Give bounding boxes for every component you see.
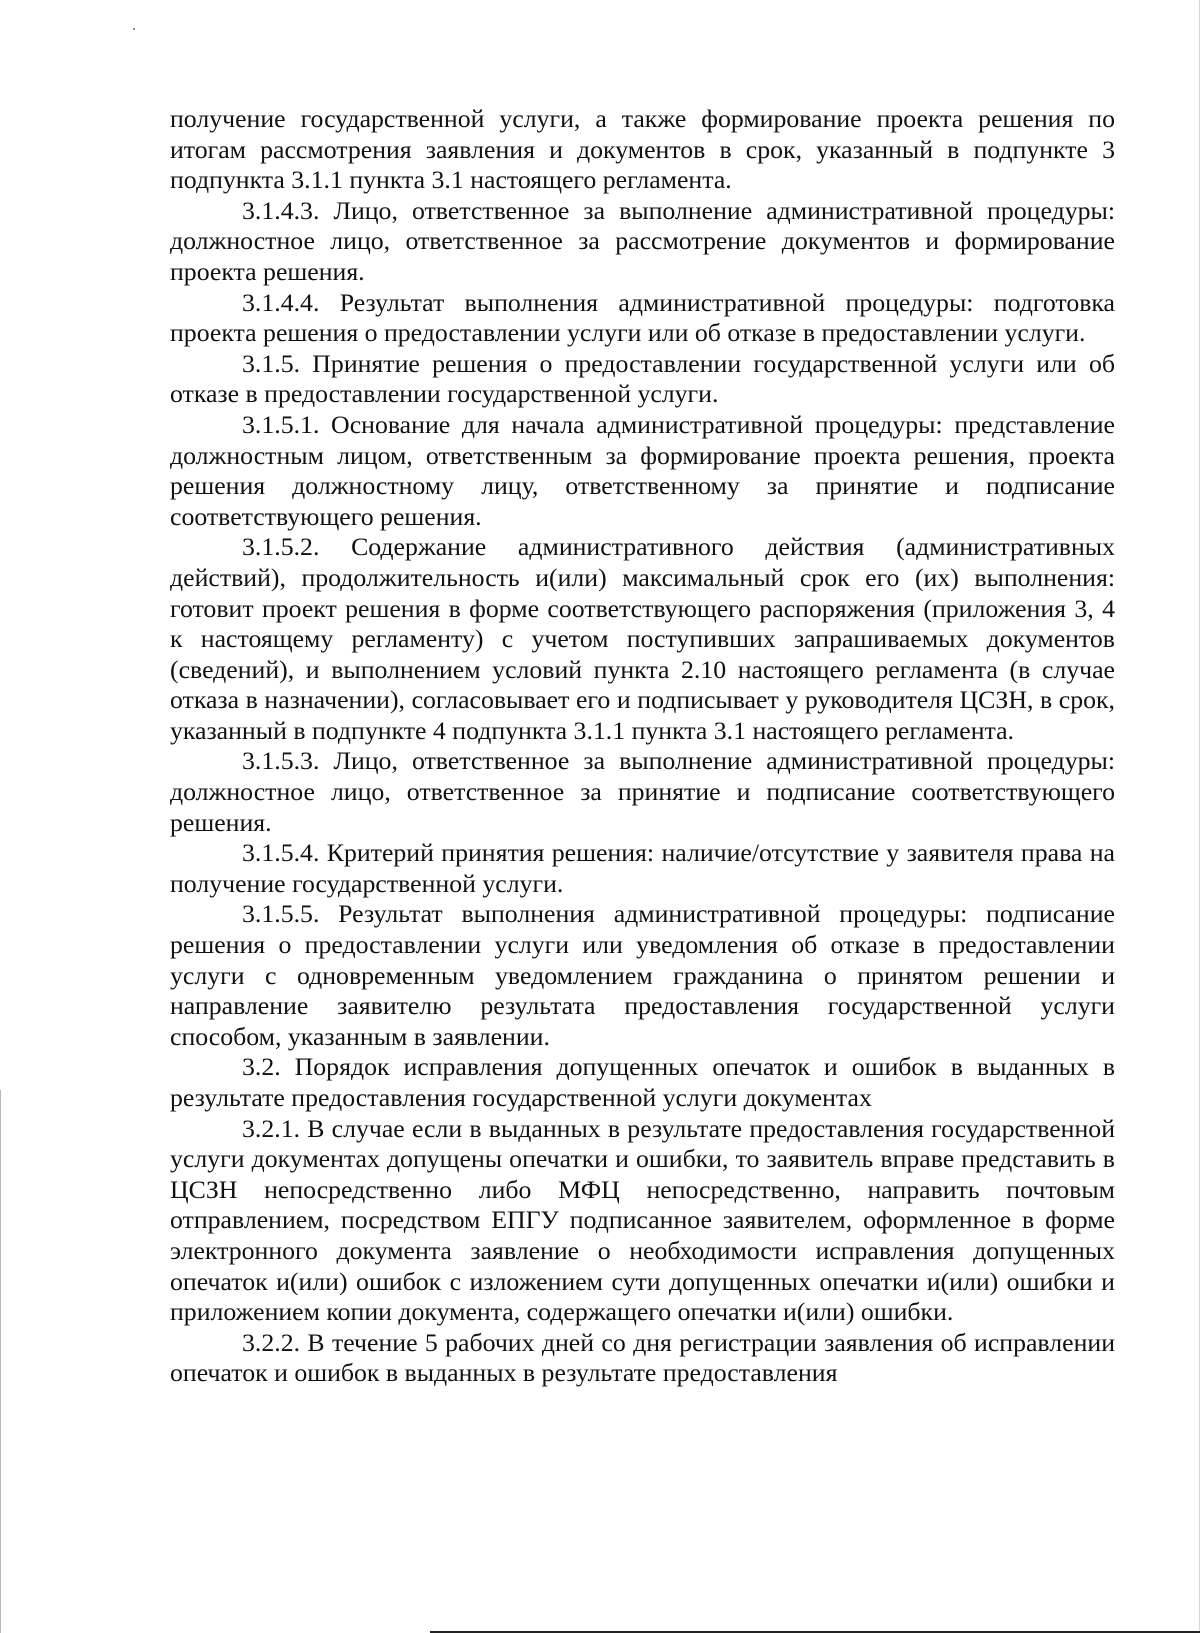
paragraph-3-1-4-3: 3.1.4.3. Лицо, ответственное за выполнение административной процедуры: должностное лицо, ответственное за рассмотрение документов и формирование проекта решения. bbox=[170, 195, 1115, 286]
paragraph-3-2-1: 3.2.1. В случае если в выданных в результате предоставления государственной услуги документах допущены опечатки и ошибки, то заявитель вправе представить в ЦСЗН непосредственно либо МФЦ непосредственно, направить почтовым отправлением, посредством ЕПГУ подписанное заявителем, оформленное в форме электронного документа заявление о необходимости исправления допущенных опечаток и(или) ошибок с изложением сути допущенных опечатки и(или) ошибки и приложением копии документа, содержащего опечатки и(или) ошибки. bbox=[170, 1113, 1115, 1327]
paragraph-3-1-5-5: 3.1.5.5. Результат выполнения административной процедуры: подписание решения о предоставлении услуги или уведомления об отказе в предоставлении услуги с одновременным уведомлением гражданина о принятом решении и направление заявителю результата предоставления государственной услуги способом, указанным в заявлении. bbox=[170, 899, 1115, 1051]
scan-edge-left bbox=[0, 1090, 1, 1633]
document-page bbox=[170, 104, 1115, 1389]
paragraph-3-1-5-4: 3.1.5.4. Критерий принятия решения: наличие/отсутствие у заявителя права на получение государственной услуги. bbox=[170, 838, 1115, 898]
paragraph-3-2-2: 3.2.2. В течение 5 рабочих дней со дня регистрации заявления об исправлении опечаток и ошибок в выданных в результате предоставления bbox=[170, 1327, 1115, 1388]
paragraph-continuation: получение государственной услуги, а также формирование проекта решения по итогам рассмотрения заявления и документов в срок, указанный в подпункте 3 подпункта 3.1.1 пункта 3.1 настоящего регламента. bbox=[170, 104, 1115, 195]
paragraph-3-1-5-2: 3.1.5.2. Содержание административного действия (административных действий), продолжительность и(или) максимальный срок его (их) выполнения: готовит проект решения в форме соответствующего распоряжения (приложения 3, 4 к настоящему регламенту) с учетом поступивших запрашиваемых документов (сведений), и выполнением условий пункта 2.10 настоящего регламента (в случае отказа в назначении), согласовывает его и подписывает у руководителя ЦСЗН, в срок, указанный в подпункте 4 подпункта 3.1.1 пункта 3.1 настоящего регламента. bbox=[170, 532, 1115, 745]
paragraph-3-1-5-1: 3.1.5.1. Основание для начала административной процедуры: представление должностным лицом, ответственным за формирование проекта решения, проекта решения должностному лицу, ответственному за принятие и подписание соответствующего решения. bbox=[170, 409, 1115, 531]
scan-speck bbox=[133, 28, 135, 30]
paragraph-3-1-5: 3.1.5. Принятие решения о предоставлении государственной услуги или об отказе в предоставлении государственной услуги. bbox=[170, 348, 1115, 409]
paragraph-3-1-5-3: 3.1.5.3. Лицо, ответственное за выполнение административной процедуры: должностное лицо, ответственное за принятие и подписание соответствующего решения. bbox=[170, 746, 1115, 837]
paragraph-3-1-4-4: 3.1.4.4. Результат выполнения административной процедуры: подготовка проекта решения о предоставлении услуги или об отказе в предоставлении услуги. bbox=[170, 287, 1115, 348]
paragraph-3-2: 3.2. Порядок исправления допущенных опечаток и ошибок в выданных в результате предоставления государственной услуги документах bbox=[170, 1052, 1115, 1112]
